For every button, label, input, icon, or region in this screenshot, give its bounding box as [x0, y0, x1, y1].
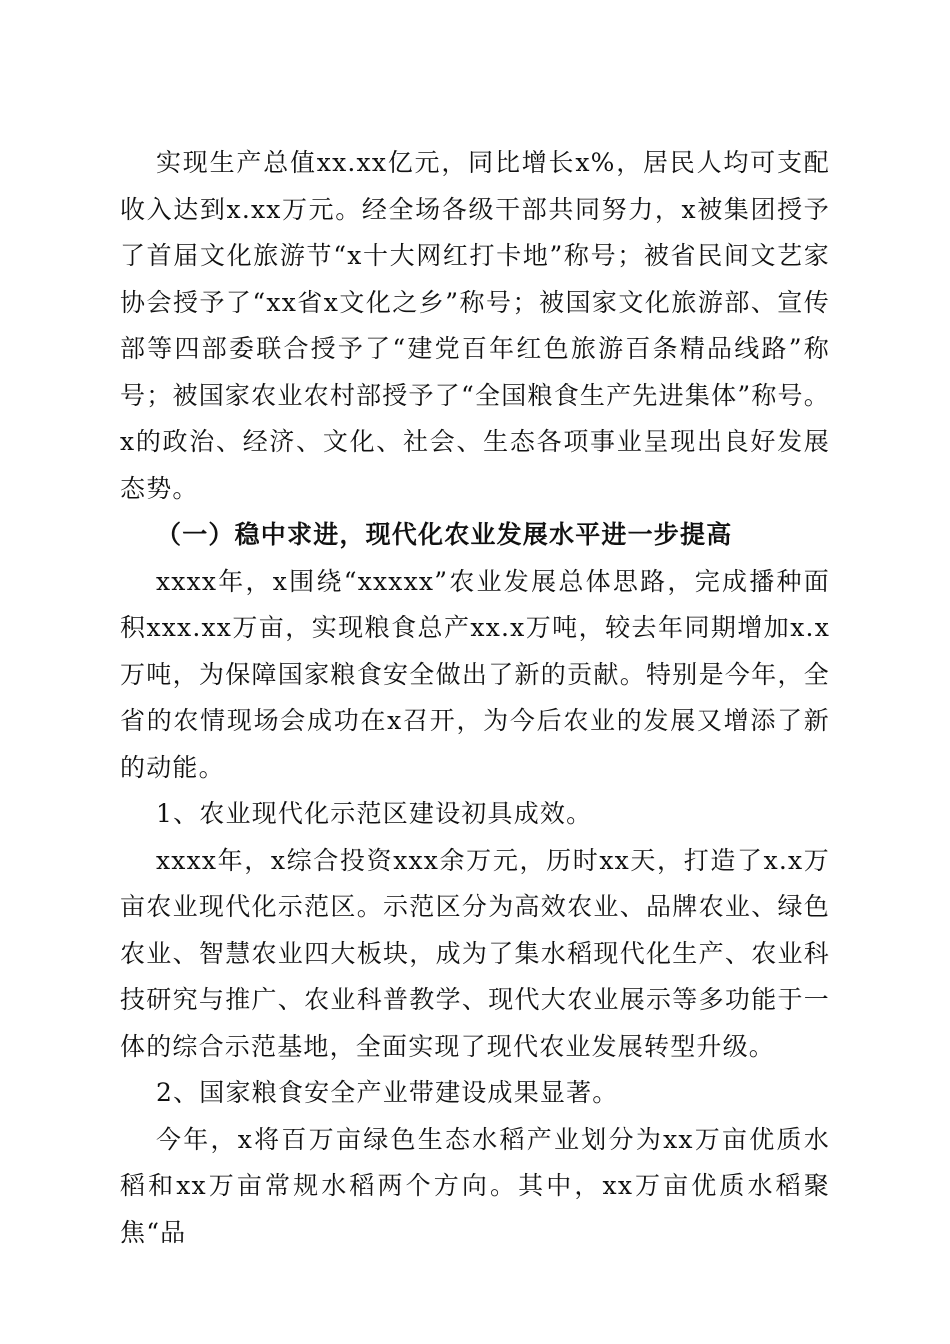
subheading-grain-security-belt: 2、国家粮食安全产业带建设成果显著。 — [156, 1078, 619, 1107]
section-heading-agriculture: （一）稳中求进，现代化农业发展水平进一步提高 — [156, 520, 733, 549]
paragraph-achievements: 实现生产总值xx.xx亿元，同比增长x%，居民人均可支配收入达到x.xx万元。经全场各级干部共同努力，x被集团授予了首届文化旅游节“x十大网红打卡地”称号；被省民间文艺家协会授予了“xx省x文化之乡”称号；被国家文化旅游部、宣传部等四部委联合授予了“建党百年红色旅游百条精品线路”称号；被国家农业农村部授予了“全国粮食生产先进集体”称号。x的政治、经济、文化、社会、生态各项事业呈现出良好发展态势。 — [120, 148, 830, 503]
paragraph-rice-industry: 今年，x将百万亩绿色生态水稻产业划分为xx万亩优质水稻和xx万亩常规水稻两个方向。其中，xx万亩优质水稻聚焦“品 — [120, 1124, 830, 1247]
paragraph-grain-output: xxxx年，x围绕“xxxxx”农业发展总体思路，完成播种面积xxx.xx万亩，实现粮食总产xx.x万吨，较去年同期增加x.x万吨，为保障国家粮食安全做出了新的贡献。特别是今年，全省的农情现场会成功在x召开，为今后农业的发展又增添了新的动能。 — [120, 566, 830, 782]
subheading-demonstration-zone: 1、农业现代化示范区建设初具成效。 — [156, 799, 593, 828]
document-body — [120, 140, 830, 1256]
paragraph-demonstration-zone: xxxx年，x综合投资xxx余万元，历时xx天，打造了x.x万亩农业现代化示范区。示范区分为高效农业、品牌农业、绿色农业、智慧农业四大板块，成为了集水稻现代化生产、农业科技研究与推广、农业科普教学、现代大农业展示等多功能于一体的综合示范基地，全面实现了现代农业发展转型升级。 — [120, 845, 830, 1061]
